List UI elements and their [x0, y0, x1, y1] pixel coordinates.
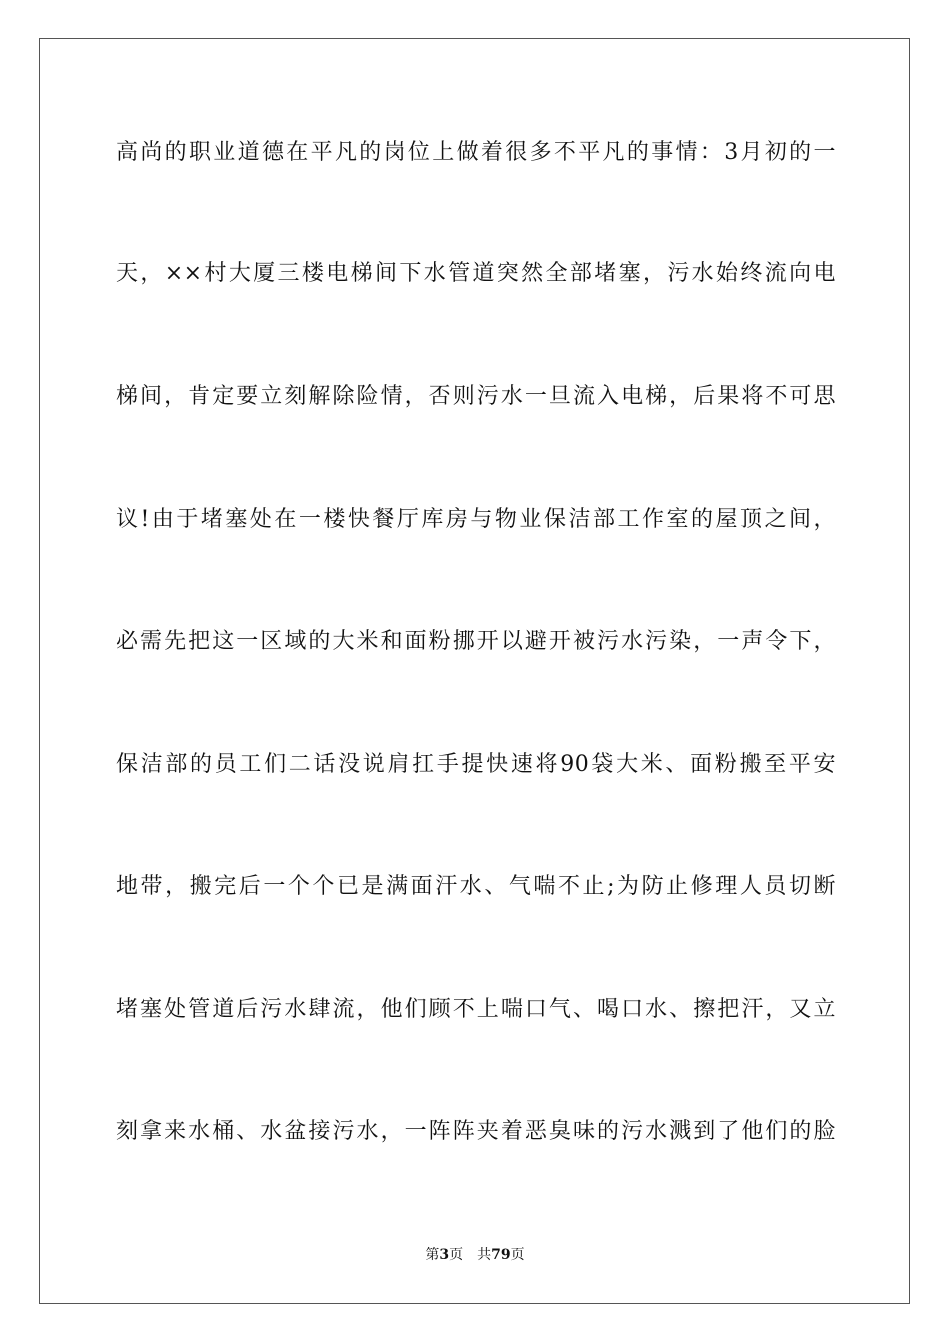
body-text-line: 必需先把这一区域的大米和面粉挪开以避开被污水污染，一声令下，: [116, 629, 836, 654]
body-text-line: 梯间，肯定要立刻解除险情，否则污水一旦流入电梯，后果将不可思: [116, 384, 836, 409]
body-text-line: 堵塞处管道后污水肆流，他们顾不上喘口气、喝口水、擦把汗，又立: [116, 997, 836, 1022]
page-border: [39, 38, 910, 1304]
total-pages-label: 共79页: [477, 1247, 525, 1263]
body-text-line: 保洁部的员工们二话没说肩扛手提快速将90袋大米、面粉搬至平安: [116, 752, 836, 777]
body-text-line: 刻拿来水桶、水盆接污水，一阵阵夹着恶臭味的污水溅到了他们的脸: [116, 1119, 836, 1144]
body-text-line: 地带，搬完后一个个已是满面汗水、气喘不止;为防止修理人员切断: [116, 874, 836, 899]
body-text-line: 议!由于堵塞处在一楼快餐厅库房与物业保洁部工作室的屋顶之间，: [116, 507, 836, 532]
body-text-line: 高尚的职业道德在平凡的岗位上做着很多不平凡的事情：3月初的一: [116, 140, 836, 165]
body-text-line: 天，××村大厦三楼电梯间下水管道突然全部堵塞，污水始终流向电: [116, 261, 836, 286]
page-footer: [0, 1245, 950, 1265]
page-number-label: 第3页: [425, 1247, 464, 1263]
